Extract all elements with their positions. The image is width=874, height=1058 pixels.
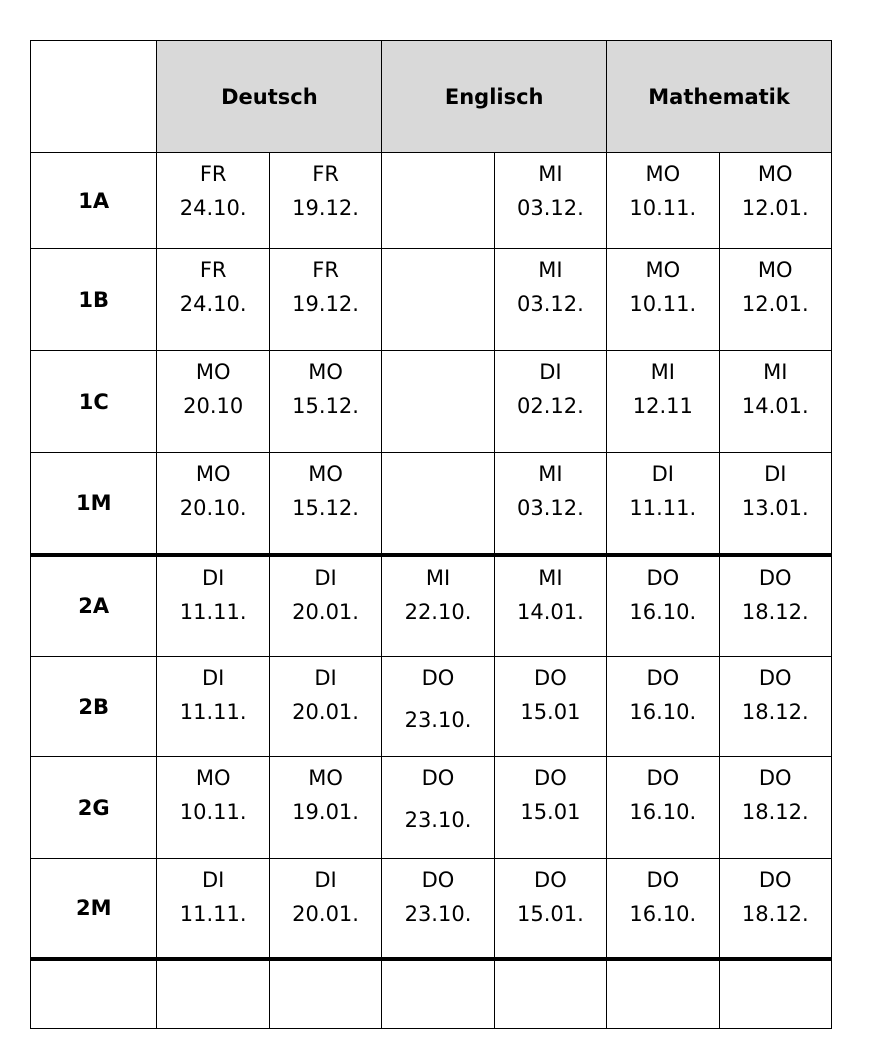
exam-date-cell <box>269 657 381 757</box>
empty-cell <box>157 959 269 1029</box>
exam-date: 02.12. <box>516 394 584 418</box>
exam-day: DI <box>314 868 337 892</box>
table-row <box>31 657 832 757</box>
exam-date-cell <box>607 351 719 453</box>
exam-date-cell <box>382 153 494 249</box>
exam-date-cell <box>607 249 719 351</box>
class-label: 1C <box>31 351 157 453</box>
table-row <box>31 351 832 453</box>
exam-date: 11.11. <box>629 496 697 520</box>
exam-day: FR <box>312 258 339 282</box>
exam-day: MI <box>763 360 788 384</box>
table-row <box>31 153 832 249</box>
exam-day: DI <box>314 666 337 690</box>
exam-date-cell <box>382 351 494 453</box>
class-label: 2G <box>31 757 157 859</box>
exam-day: DI <box>764 462 787 486</box>
exam-date-cell <box>269 859 381 959</box>
exam-date: 18.12. <box>741 599 809 624</box>
exam-date: 23.10. <box>404 808 472 832</box>
exam-day: MO <box>195 462 231 486</box>
exam-date-cell <box>719 657 832 757</box>
exam-date: 03.12. <box>516 292 584 316</box>
class-label: 1B <box>31 249 157 351</box>
exam-date: 24.10. <box>179 292 247 316</box>
table-row-empty <box>31 959 832 1029</box>
exam-date: 24.10. <box>179 196 247 220</box>
exam-date-cell <box>382 657 494 757</box>
exam-date-cell <box>719 249 832 351</box>
exam-date-cell <box>382 859 494 959</box>
exam-date: 11.11. <box>179 700 247 724</box>
exam-date-cell <box>269 153 381 249</box>
exam-day: DO <box>758 766 792 790</box>
exam-date-cell <box>719 153 832 249</box>
exam-date: 03.12. <box>516 196 584 220</box>
exam-day: MI <box>538 565 563 590</box>
exam-date: 15.12. <box>292 496 359 520</box>
exam-date: 19.12. <box>292 196 359 220</box>
exam-date-cell <box>157 453 269 555</box>
exam-day: DO <box>646 868 680 892</box>
exam-date: 23.10. <box>404 708 472 732</box>
exam-date-cell <box>607 153 719 249</box>
exam-date-cell <box>382 555 494 657</box>
exam-date: 11.11. <box>179 902 247 926</box>
exam-date-cell <box>719 351 832 453</box>
exam-date: 12.01. <box>741 196 809 220</box>
exam-date: 19.01. <box>292 800 359 824</box>
exam-date-cell <box>494 453 606 555</box>
exam-day: DO <box>758 868 792 892</box>
exam-date: 20.10. <box>179 496 247 520</box>
exam-date-cell <box>494 657 606 757</box>
exam-day: MI <box>650 360 675 384</box>
exam-date: 15.01 <box>520 700 581 724</box>
exam-date: 13.01. <box>741 496 809 520</box>
empty-cell <box>719 959 832 1029</box>
exam-date: 20.01. <box>292 599 359 624</box>
exam-day: DI <box>201 868 225 892</box>
exam-day: DI <box>651 462 674 486</box>
exam-date: 18.12. <box>741 800 809 824</box>
exam-day: MO <box>757 162 793 186</box>
exam-date: 22.10. <box>404 599 472 624</box>
exam-date: 11.11. <box>179 599 247 624</box>
exam-date: 03.12. <box>516 496 584 520</box>
exam-date-cell <box>494 555 606 657</box>
exam-day: DO <box>646 565 680 590</box>
exam-day: MO <box>195 360 231 384</box>
exam-date-cell <box>494 351 606 453</box>
exam-day: MI <box>538 258 563 282</box>
exam-day: MO <box>757 258 793 282</box>
exam-date-cell <box>382 249 494 351</box>
exam-date: 12.11 <box>632 394 693 418</box>
exam-date-cell <box>719 555 832 657</box>
exam-date-cell <box>269 351 381 453</box>
exam-date: 10.11. <box>629 292 697 316</box>
exam-day: FR <box>312 162 339 186</box>
exam-date: 15.01. <box>516 902 584 926</box>
exam-date-cell <box>494 859 606 959</box>
exam-date-cell <box>269 555 381 657</box>
exam-day: FR <box>199 258 227 282</box>
exam-date-cell <box>157 657 269 757</box>
exam-day: DO <box>421 666 455 690</box>
exam-date-cell <box>269 757 381 859</box>
exam-date-cell <box>382 453 494 555</box>
exam-date: 15.01 <box>520 800 581 824</box>
exam-day: DO <box>534 666 567 690</box>
empty-cell <box>382 959 494 1029</box>
exam-date-cell <box>269 249 381 351</box>
exam-date-cell <box>607 859 719 959</box>
exam-day: MO <box>308 360 343 384</box>
exam-date-cell <box>157 555 269 657</box>
exam-day: MI <box>425 565 451 590</box>
exam-date-cell <box>157 351 269 453</box>
exam-date: 16.10. <box>629 599 697 624</box>
exam-date-cell <box>607 757 719 859</box>
subject-header-mathematik: Mathematik <box>607 41 832 153</box>
exam-date-cell <box>494 757 606 859</box>
exam-date: 14.01. <box>741 394 809 418</box>
exam-day: DO <box>646 766 680 790</box>
exam-date-cell <box>382 757 494 859</box>
exam-date-cell <box>719 453 832 555</box>
exam-date-cell <box>494 249 606 351</box>
exam-date: 18.12. <box>741 902 809 926</box>
exam-day: DI <box>314 565 337 590</box>
class-label: 1A <box>31 153 157 249</box>
empty-cell <box>494 959 606 1029</box>
exam-date: 14.01. <box>516 599 584 624</box>
class-label: 1M <box>31 453 157 555</box>
exam-day: MO <box>645 258 681 282</box>
exam-day: DO <box>758 565 792 590</box>
exam-date-cell <box>607 657 719 757</box>
class-label: 2M <box>31 859 157 959</box>
exam-day: DO <box>758 666 792 690</box>
exam-date-cell <box>719 859 832 959</box>
exam-day: FR <box>199 162 227 186</box>
exam-day: MI <box>538 462 563 486</box>
exam-date-cell <box>607 555 719 657</box>
exam-day: DI <box>201 666 225 690</box>
table-row <box>31 249 832 351</box>
exam-day: DO <box>534 868 567 892</box>
exam-day: MO <box>645 162 681 186</box>
exam-date-cell <box>157 859 269 959</box>
exam-day: DO <box>534 766 567 790</box>
exam-date: 23.10. <box>404 902 472 926</box>
exam-date: 20.01. <box>292 700 359 724</box>
exam-date: 15.12. <box>292 394 359 418</box>
exam-day: MO <box>308 766 343 790</box>
exam-date-cell <box>607 453 719 555</box>
exam-date: 10.11. <box>179 800 247 824</box>
exam-date: 16.10. <box>629 800 697 824</box>
exam-schedule-table <box>30 40 832 1029</box>
class-label: 2B <box>31 657 157 757</box>
table-row <box>31 757 832 859</box>
subject-header-englisch: Englisch <box>382 41 607 153</box>
exam-day: DI <box>539 360 562 384</box>
exam-day: DO <box>421 868 455 892</box>
exam-date-cell <box>719 757 832 859</box>
exam-date-cell <box>157 153 269 249</box>
exam-day: MO <box>195 766 231 790</box>
exam-day: DI <box>201 565 225 590</box>
table-row <box>31 859 832 959</box>
class-label <box>31 959 157 1029</box>
exam-date: 20.10 <box>183 394 244 418</box>
exam-date: 12.01. <box>741 292 809 316</box>
exam-date-cell <box>269 453 381 555</box>
exam-day: DO <box>646 666 680 690</box>
exam-day: DO <box>421 766 455 790</box>
subject-header-deutsch: Deutsch <box>157 41 382 153</box>
exam-date: 16.10. <box>629 700 697 724</box>
header-row <box>31 41 832 153</box>
class-label: 2A <box>31 555 157 657</box>
exam-date-cell <box>157 249 269 351</box>
exam-date: 16.10. <box>629 902 697 926</box>
exam-day: MI <box>538 162 563 186</box>
exam-date: 19.12. <box>292 292 359 316</box>
empty-cell <box>269 959 381 1029</box>
exam-date: 20.01. <box>292 902 359 926</box>
exam-day: MO <box>308 462 343 486</box>
empty-cell <box>607 959 719 1029</box>
exam-date: 18.12. <box>741 700 809 724</box>
exam-date-cell <box>494 153 606 249</box>
exam-date-cell <box>157 757 269 859</box>
header-corner-cell <box>31 41 157 153</box>
table-row <box>31 555 832 657</box>
exam-date: 10.11. <box>629 196 697 220</box>
table-row <box>31 453 832 555</box>
